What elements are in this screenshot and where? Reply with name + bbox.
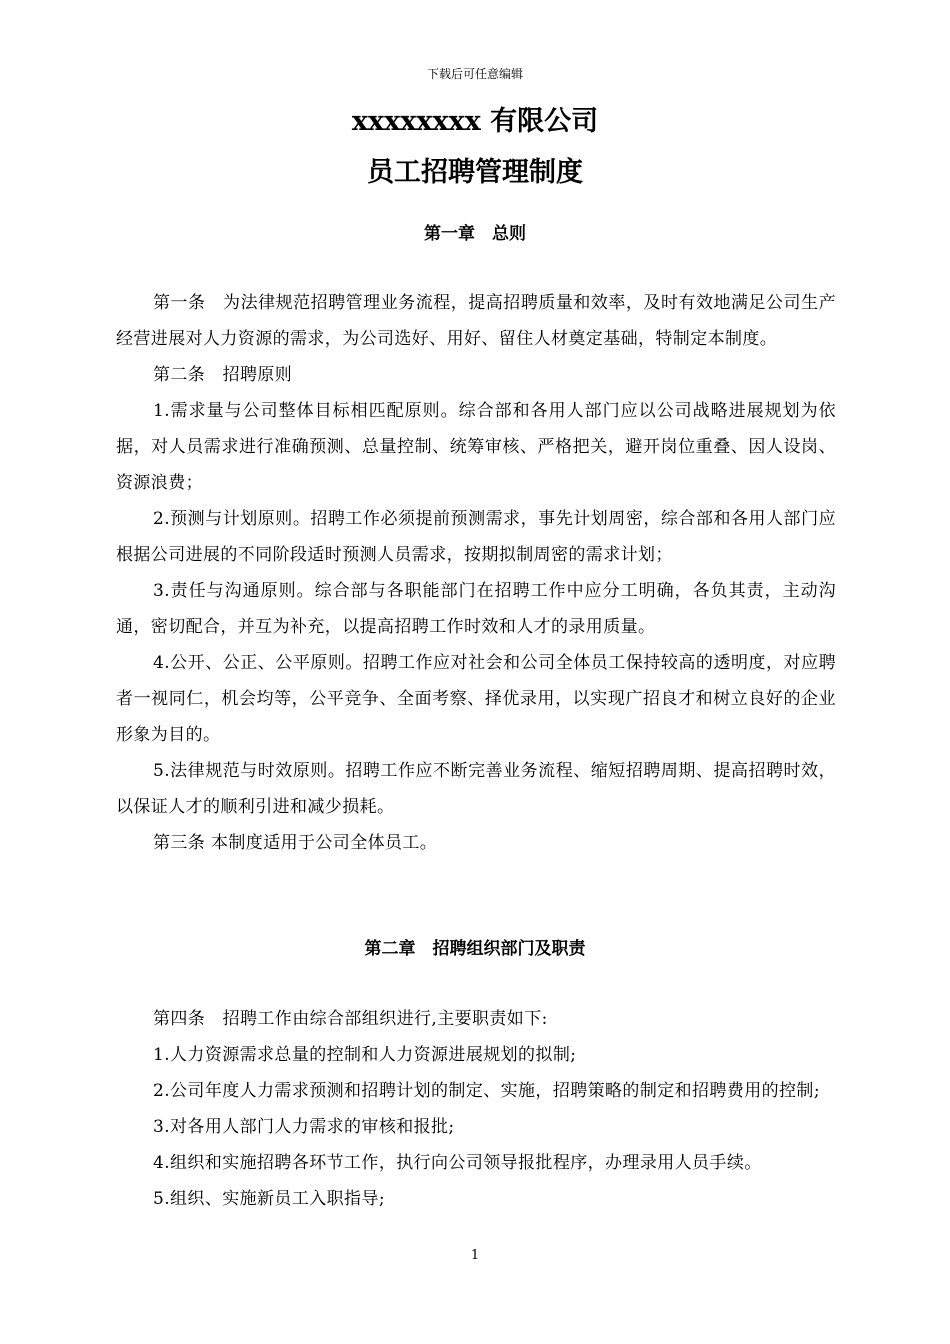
paragraph: 4.公开、公正、公平原则。招聘工作应对社会和公司全体员工保持较高的透明度，对应聘者一视同仁，机会均等，公平竞争、全面考察、择优录用，以实现广招良才和树立良好的企业形象为目的。 — [116, 653, 836, 745]
document-title: 员工招聘管理制度 — [367, 157, 583, 188]
page-number: 1 — [470, 1248, 480, 1263]
paragraph: 2.预测与计划原则。招聘工作必须提前预测需求，事先计划周密，综合部和各用人部门应根据公司进展的不同阶段适时预测人员需求，按期拟制周密的需求计划； — [116, 509, 836, 565]
paragraph: 第二条 招聘原则 — [153, 365, 293, 385]
paragraph: 第四条 招聘工作由综合部组织进行,主要职责如下: — [153, 1009, 548, 1029]
paragraph: 1.人力资源需求总量的控制和人力资源进展规划的拟制; — [153, 1045, 577, 1065]
paragraph: 5.组织、实施新员工入职指导; — [153, 1189, 385, 1209]
chapter-body — [116, 1001, 836, 1217]
header-note: 下载后可任意编辑 — [426, 67, 523, 81]
paragraph: 2.公司年度人力需求预测和招聘计划的制定、实施，招聘策略的制定和招聘费用的控制; — [153, 1081, 820, 1101]
paragraph: 第一条 为法律规范招聘管理业务流程，提高招聘质量和效率，及时有效地满足公司生产经营进展对人力资源的需求，为公司选好、用好、留住人材奠定基础，特制定本制度。 — [116, 293, 836, 349]
paragraph: 3.对各用人部门人力需求的审核和报批; — [153, 1117, 455, 1137]
paragraph: 5.法律规范与时效原则。招聘工作应不断完善业务流程、缩短招聘周期、提高招聘时效，以保证人才的顺利引进和减少损耗。 — [116, 761, 836, 817]
chapter-heading: 第二章 招聘组织部门及职责 — [364, 939, 586, 959]
paragraph: 1.需求量与公司整体目标相匹配原则。综合部和各用人部门应以公司战略进展规划为依据，对人员需求进行准确预测、总量控制、统筹审核、严格把关，避开岗位重叠、因人设岗、资源浪费； — [116, 401, 836, 493]
paragraph: 第三条 本制度适用于公司全体员工。 — [153, 833, 438, 853]
company-title: xxxxxxxx 有限公司 — [351, 106, 599, 137]
paragraph: 3.责任与沟通原则。综合部与各职能部门在招聘工作中应分工明确，各负其责，主动沟通，密切配合，并互为补充，以提高招聘工作时效和人才的录用质量。 — [116, 581, 836, 637]
chapter-body — [116, 285, 836, 861]
chapter-heading: 第一章 总则 — [424, 224, 526, 244]
paragraph: 4.组织和实施招聘各环节工作，执行向公司领导报批程序，办理录用人员手续。 — [153, 1153, 762, 1173]
